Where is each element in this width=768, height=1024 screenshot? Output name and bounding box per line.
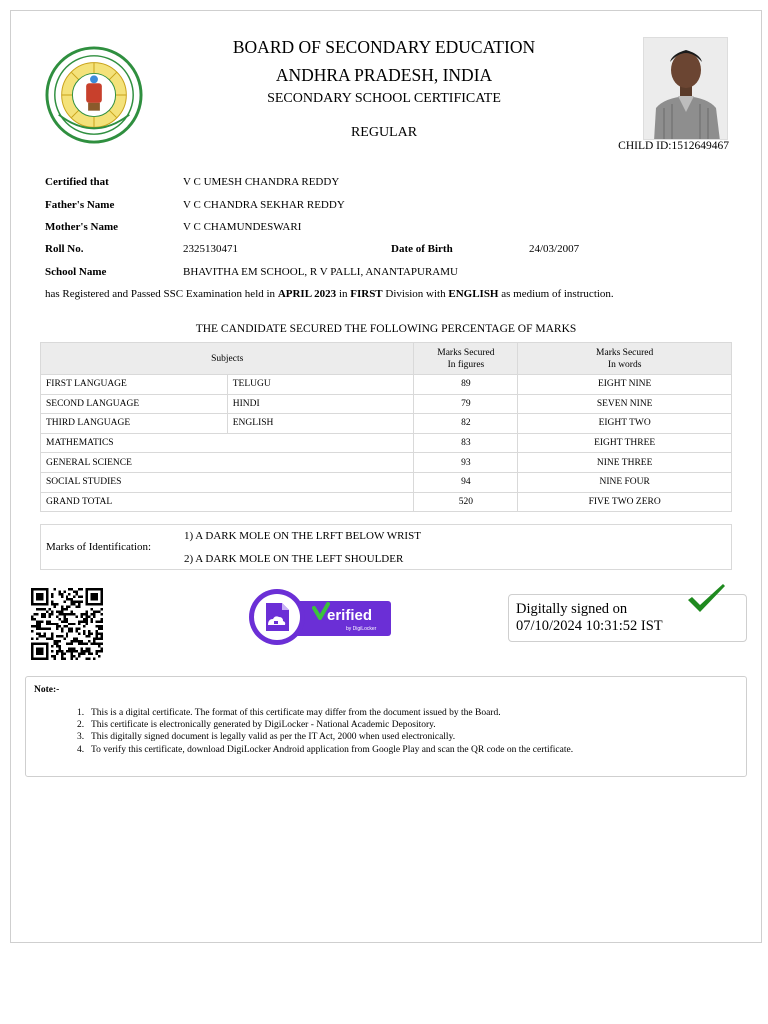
list-item: 3. This digitally signed document is legally valid as per the IT Act, 2000 when used electronically.: [77, 732, 456, 743]
table-row: [41, 433, 732, 453]
list-item: 1. This is a digital certificate. The format of this certificate may differ from the document issued by the Board.: [77, 708, 501, 718]
school-label: School Name: [45, 266, 107, 278]
language-cell: TELUGU: [227, 375, 414, 395]
student-photo: [643, 37, 728, 140]
father-name: V C CHANDRA SEKHAR REDDY: [183, 199, 345, 211]
marks-table: [40, 342, 732, 512]
mother-name: V C CHAMUNDESWARI: [183, 221, 302, 233]
words-cell: EIGHT THREE: [518, 433, 732, 453]
grand-total-row: [41, 492, 732, 512]
figures-cell: 93: [414, 453, 518, 473]
identification-mark-2: 2) A DARK MOLE ON THE LEFT SHOULDER: [184, 553, 404, 565]
subject-cell: THIRD LANGUAGE: [41, 414, 228, 434]
words-cell: EIGHT TWO: [518, 414, 732, 434]
child-id: CHILD ID:1512649467: [618, 140, 729, 152]
digilocker-text: by DigiLocker: [346, 626, 377, 632]
list-item: 2. This certificate is electronically generated by DigiLocker - National Academic Depository.: [77, 720, 436, 731]
exam-session: APRIL 2023: [277, 288, 337, 300]
language-cell: HINDI: [227, 394, 414, 414]
subject-cell: GRAND TOTAL: [41, 492, 414, 512]
figures-cell: 83: [414, 433, 518, 453]
table-row: [41, 375, 732, 395]
subject-cell: SOCIAL STUDIES: [41, 472, 414, 492]
words-cell: NINE FOUR: [518, 472, 732, 492]
state-title: ANDHRA PRADESH, INDIA: [275, 65, 493, 85]
words-cell: EIGHT NINE: [518, 375, 732, 395]
figures-cell: 82: [414, 414, 518, 434]
table-row: [41, 414, 732, 434]
figures-cell: 79: [414, 394, 518, 414]
signed-timestamp: 07/10/2024 10:31:52 IST: [516, 618, 663, 634]
notes-box: [25, 676, 747, 777]
marks-header-row: [41, 343, 732, 375]
subject-cell: SECOND LANGUAGE: [41, 394, 228, 414]
certified-label: Certified that: [45, 176, 109, 188]
check-mark-icon: [686, 582, 726, 614]
figures-cell: 94: [414, 472, 518, 492]
notes-title: Note:-: [34, 685, 60, 695]
words-cell: SEVEN NINE: [518, 394, 732, 414]
subject-cell: FIRST LANGUAGE: [41, 375, 228, 395]
table-row: [41, 453, 732, 473]
qr-code[interactable]: [29, 588, 105, 660]
subject-cell: MATHEMATICS: [41, 433, 414, 453]
medium: ENGLISH: [448, 288, 499, 300]
figures-cell: 520: [414, 492, 518, 512]
list-item: 4. To verify this certificate, download DigiLocker Android application from Google Play and scan the QR code on the certificate.: [77, 744, 574, 755]
signed-label: Digitally signed on: [516, 601, 628, 617]
words-cell: NINE THREE: [518, 453, 732, 473]
subject-cell: GENERAL SCIENCE: [41, 453, 414, 473]
digilocker-verified-badge: [248, 588, 392, 646]
board-title: BOARD OF SECONDARY EDUCATION: [232, 37, 536, 57]
pass-statement: has Registered and Passed SSC Examination held in APRIL 2023 in FIRST Division with ENGLISH as medium of instruction.: [45, 288, 614, 300]
identification-label: Marks of Identification:: [46, 541, 152, 553]
verified-text: erified: [327, 607, 373, 624]
roll-number: 2325130471: [183, 243, 238, 255]
col-subjects: Subjects: [41, 343, 414, 375]
col-figures: Marks Secured In figures: [414, 343, 518, 375]
mother-label: Mother's Name: [45, 221, 119, 233]
candidate-name: V C UMESH CHANDRA REDDY: [183, 176, 340, 188]
certificate-type: REGULAR: [350, 125, 418, 140]
words-cell: FIVE TWO ZERO: [518, 492, 732, 512]
division: FIRST: [350, 288, 383, 300]
certificate-title: SECONDARY SCHOOL CERTIFICATE: [267, 91, 501, 106]
roll-label: Roll No.: [45, 243, 84, 255]
figures-cell: 89: [414, 375, 518, 395]
col-words: Marks Secured In words: [518, 343, 732, 375]
language-cell: ENGLISH: [227, 414, 414, 434]
dob-label: Date of Birth: [391, 243, 453, 255]
marks-title: THE CANDIDATE SECURED THE FOLLOWING PERCENTAGE OF MARKS: [195, 323, 577, 335]
table-row: [41, 472, 732, 492]
identification-box: [40, 524, 732, 570]
school-name: BHAVITHA EM SCHOOL, R V PALLI, ANANTAPURAMU: [183, 266, 458, 278]
identification-mark-1: 1) A DARK MOLE ON THE LRFT BELOW WRIST: [184, 530, 421, 542]
notes-list: [77, 707, 574, 756]
date-of-birth: 24/03/2007: [529, 243, 580, 255]
father-label: Father's Name: [45, 199, 115, 211]
table-row: [41, 394, 732, 414]
